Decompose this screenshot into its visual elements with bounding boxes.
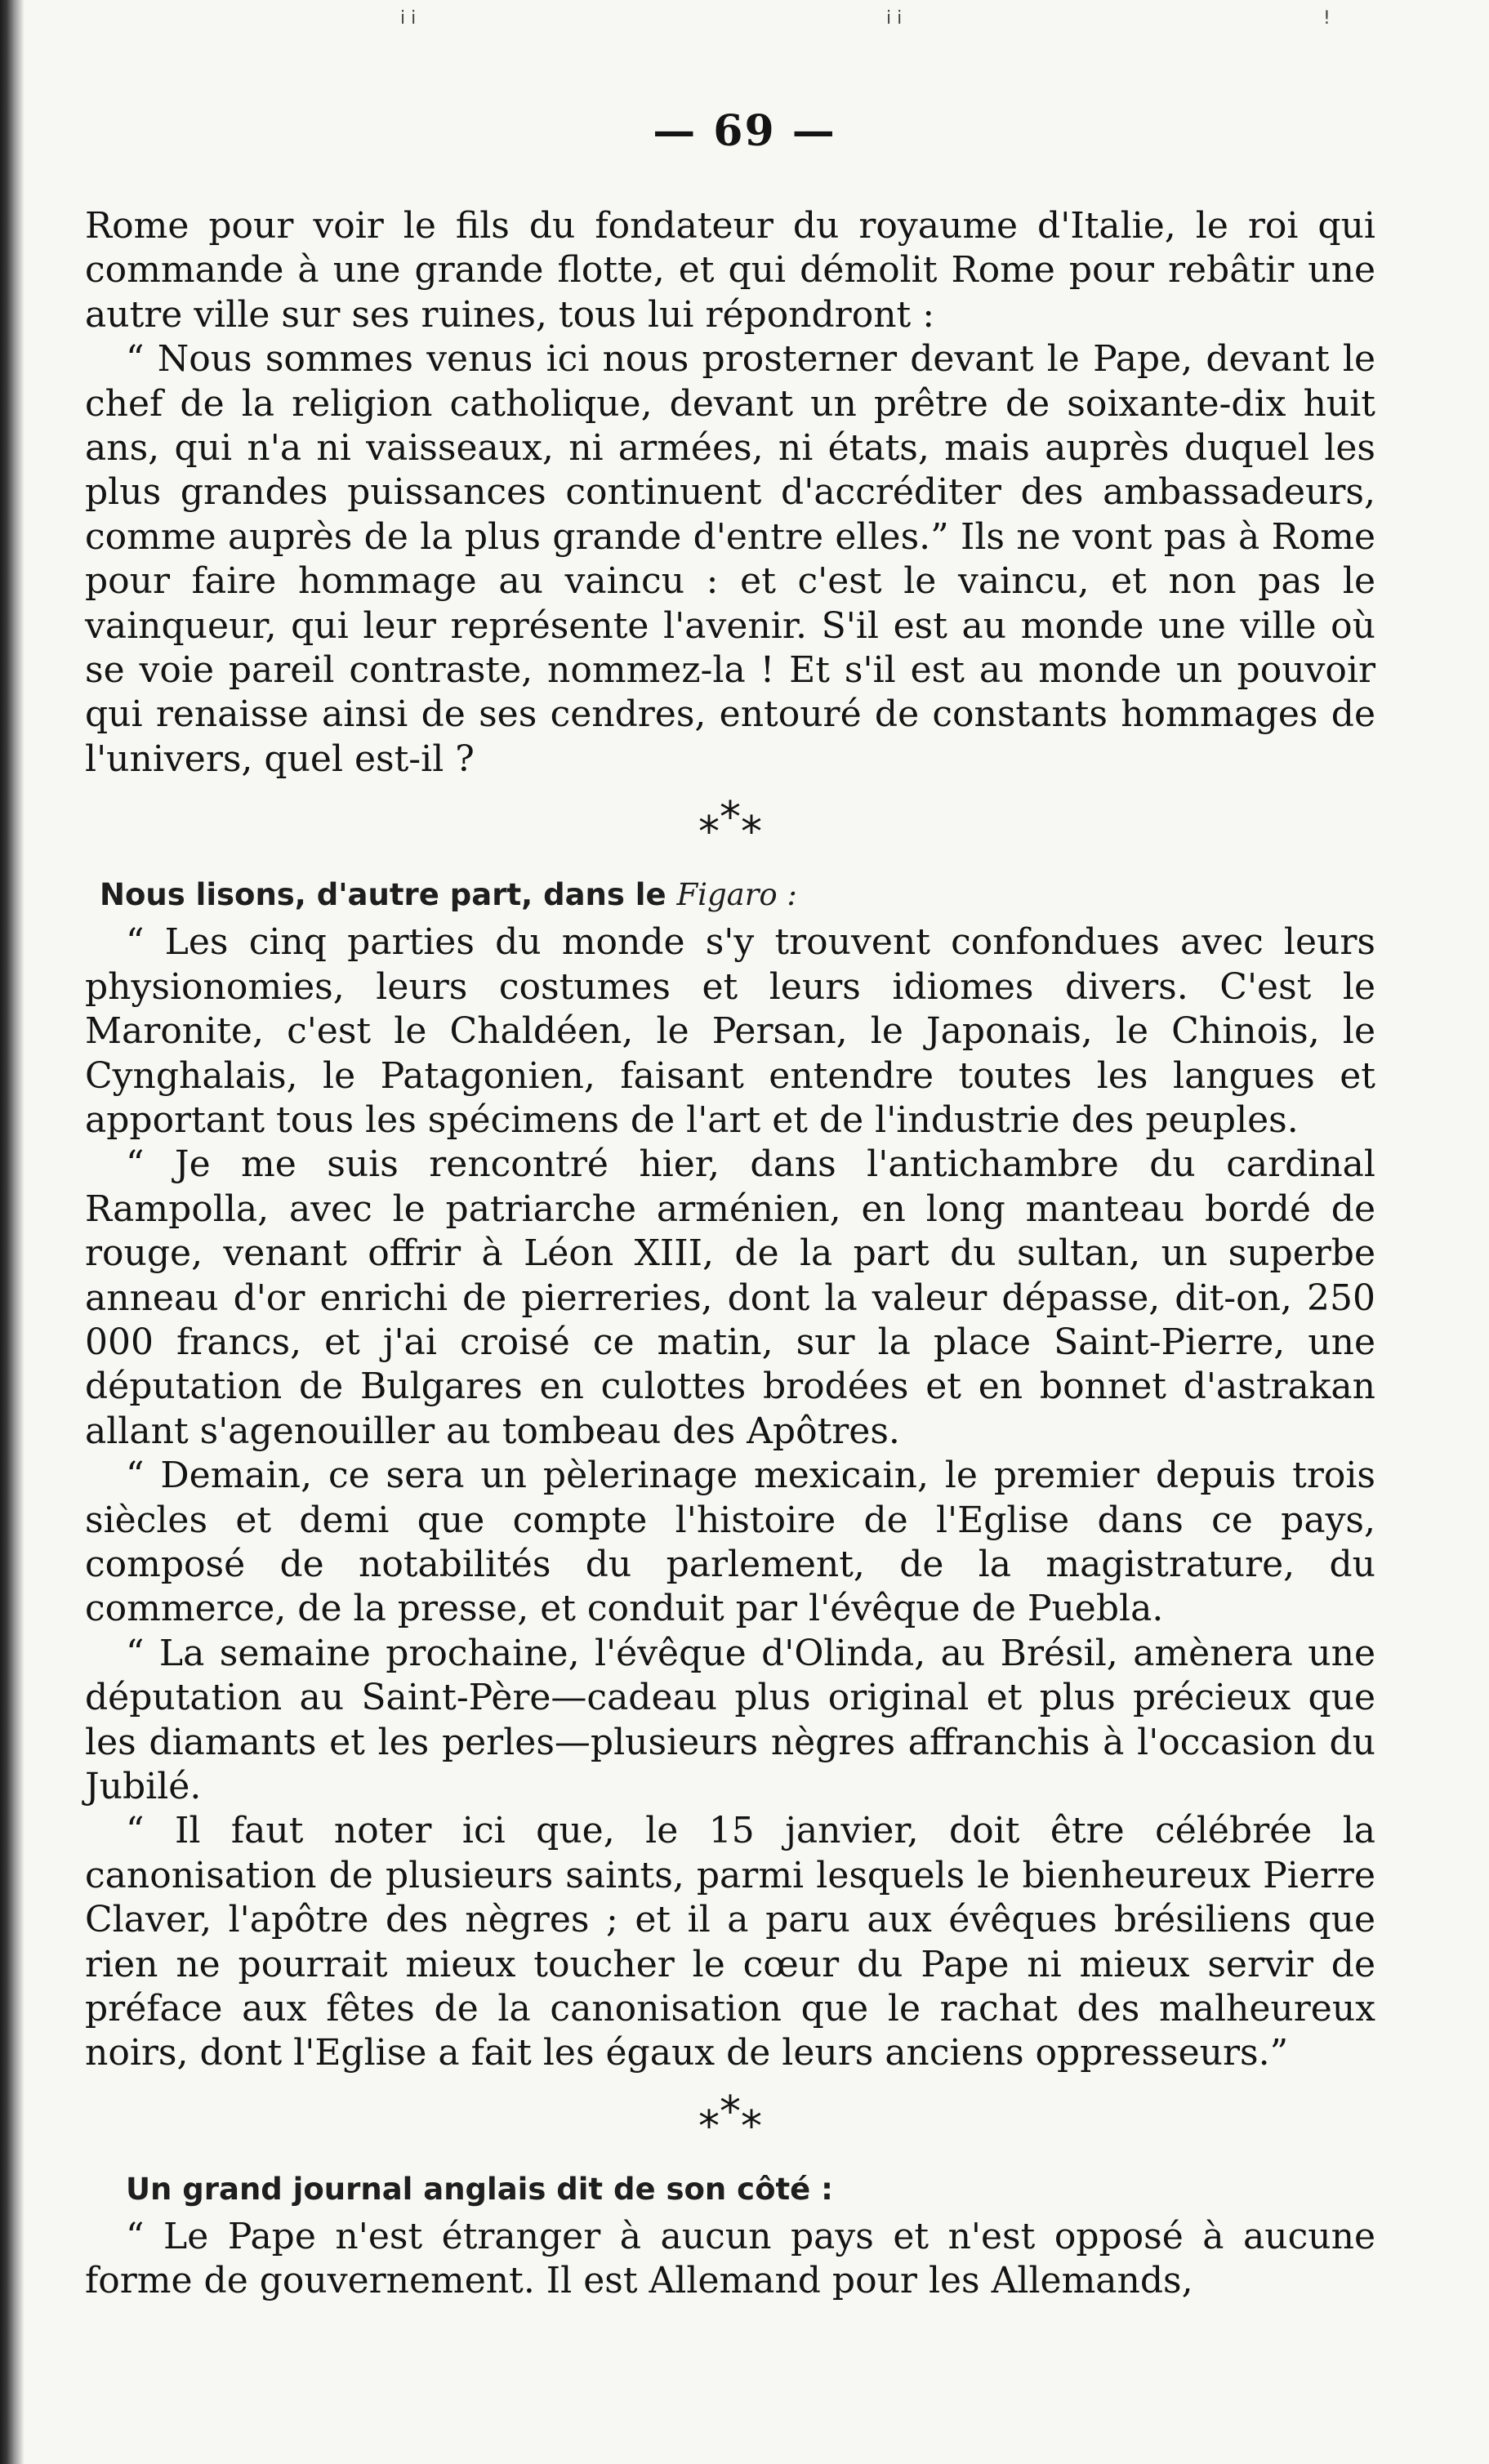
separator-stars [85, 793, 1375, 857]
paragraph-rencontre: “ Je me suis rencontré hier, dans l'antichambre du cardinal Rampolla, avec le patriarche arménien, en long manteau bordé de rouge, venant offrir à Léon XIII, de la part du sultan, un superbe anneau d'or enrichi de pierreries, dont la valeur dépasse, dit-on, 250 000 francs, et j'ai croisé ce matin, sur la place Saint-Pierre, une députation de Bulgares en culottes brodées et en bonnet d'astrakan allant s'agenouiller au tombeau des Apôtres. [85, 1143, 1375, 1452]
paragraph-semaine: “ La semaine prochaine, l'évêque d'Olinda, au Brésil, amènera une députation au Saint-Père—cadeau plus original et plus précieux que les diamants et les perles—plusieurs nègres affranchis à l'occasion du Jubilé. [85, 1632, 1375, 1807]
star-left-2: * [698, 2101, 720, 2151]
star-top: * [720, 793, 741, 843]
separator-stars-2 [85, 2087, 1375, 2151]
star-left: * [698, 808, 720, 858]
paragraph-canonisation: “ Il faut noter ici que, le 15 janvier, doit être célébrée la canonisation de plusieurs saints, parmi lesquels le bienheureux Pierre Claver, l'apôtre des nègres ; et il a paru aux évêques brésiliens que rien ne pourrait mieux toucher le cœur du Pape ni mieux servir de préface aux fêtes de la canonisation que le rachat des malheureux noirs, dont l'Eglise a fait les égaux de leurs anciens oppresseurs.” [85, 1810, 1375, 2074]
star-right: * [741, 808, 762, 858]
top-marks [0, 8, 1489, 33]
paragraph-demain: “ Demain, ce sera un pèlerinage mexicain, le premier depuis trois siècles et demi que compte l'histoire de l'Eglise dans ce pays, composé de notabilités du parlement, de la magistrature, du commerce, de la presse, et conduit par l'évêque de Puebla. [85, 1455, 1375, 1630]
binding-edge [0, 0, 25, 2464]
paragraph-cinq-parties: “ Les cinq parties du monde s'y trouvent confondues avec leurs physionomies, leurs costumes et leurs idiomes divers. C'est le Maronite, c'est le Chaldéen, le Persan, le Japonais, le Chinois, le Cynghalais, le Patagonien, faisant entendre toutes les langues et apportant tous les spécimens de l'art et de l'industrie des peuples. [85, 921, 1375, 1141]
paragraph-prosterner: “ Nous sommes venus ici nous prosterner devant le Pape, devant le chef de la religion catholique, devant un prêtre de soixante-dix huit ans, qui n'a ni vaisseaux, ni armées, ni états, mais auprès duquel les plus grandes puissances continuent d'accréditer des ambassadeurs, comme auprès de la plus grande d'entre elles.” Ils ne vont pas à Rome pour faire hommage au vaincu : et c'est le vaincu, et non pas le vainqueur, qui leur représente l'avenir. S'il est au monde une ville où se voie pareil contraste, nommez-la ! Et s'il est au monde un pouvoir qui renaisse ainsi de ses cendres, entouré de constants hommages de l'univers, quel est-il ? [85, 338, 1375, 780]
top-mark-1: i i [400, 8, 417, 29]
page-number: — 69 — [653, 106, 836, 156]
paragraph-rome: Rome pour voir le fils du fondateur du royaume d'Italie, le roi qui commande à une grande flotte, et qui démolit Rome pour rebâtir une autre ville sur ses ruines, tous lui répondront : [85, 205, 1375, 336]
intro-figaro-text: Nous lisons, d'autre part, dans le [100, 877, 677, 913]
intro-figaro-source: Figaro : [676, 877, 797, 913]
intro-figaro [85, 875, 1375, 916]
star-right-2: * [741, 2101, 762, 2151]
top-mark-2: i i [886, 8, 903, 29]
intro-journal-anglais: Un grand journal anglais dit de son côté : [126, 2171, 833, 2207]
top-mark-3: ! [1323, 8, 1331, 29]
paragraph-pape-etranger: “ Le Pape n'est étranger à aucun pays et n'est opposé à aucune forme de gouvernement. Il est Allemand pour les Allemands, [85, 2215, 1375, 2302]
text-column [85, 204, 1375, 2304]
star-top-2: * [720, 2087, 741, 2137]
